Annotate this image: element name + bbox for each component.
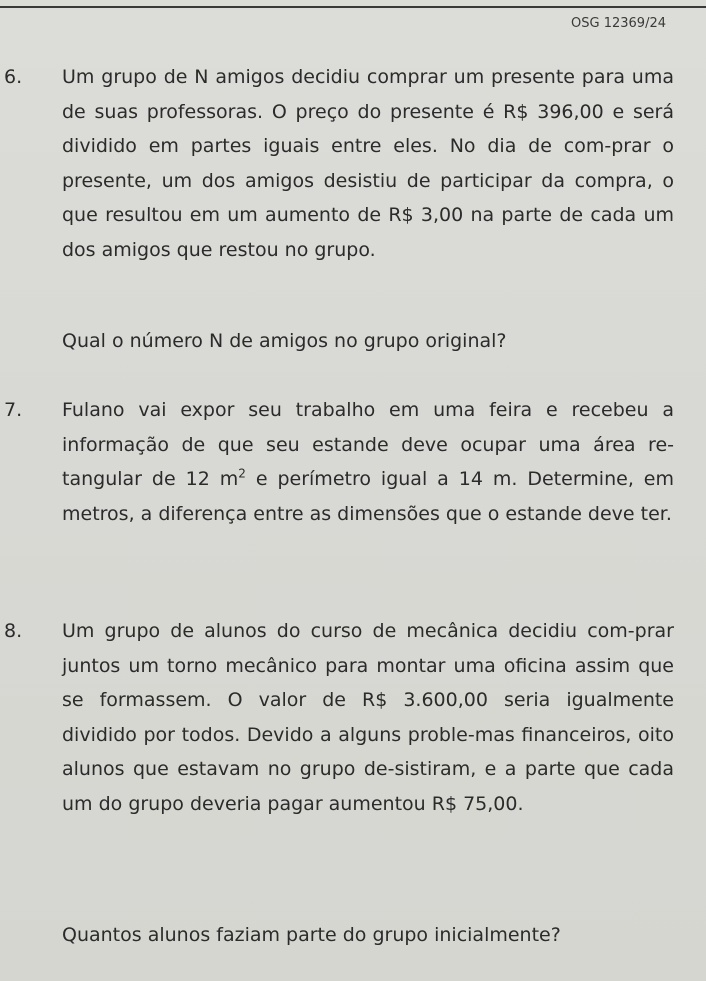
area-exponent: 2 <box>238 466 246 481</box>
question-text-after: e perímetro igual a 14 m. Determine, em metros, a diferença entre as dimensões que o estande deve ter. <box>62 468 674 525</box>
question-ask: Qual o número N de amigos no grupo original? <box>62 330 507 352</box>
question-number: 8. <box>4 620 23 642</box>
question-text: Um grupo de N amigos decidiu comprar um presente para uma de suas professoras. O preço do presente é R$ 396,00 e será dividido em partes iguais entre eles. No dia de com-prar o presente, um dos amigos desistiu de participar da compra, o que resultou em um aumento de R$ 3,00 na parte de cada um dos amigos que restou no grupo. <box>62 66 674 261</box>
question-text: Um grupo de alunos do curso de mecânica decidiu com-prar juntos um torno mecânico para montar uma oficina assim que se formassem. O valor de R$ 3.600,00 seria igualmente dividido por todos. Devido a alguns proble-mas financeiros, oito alunos que estavam no grupo de-sistiram, e a parte que cada um do grupo deveria pagar aumentou R$ 75,00. <box>62 620 674 815</box>
header-code: OSG 12369/24 <box>571 16 666 31</box>
question-number: 7. <box>4 399 23 421</box>
question-ask: Quantos alunos faziam parte do grupo inicialmente? <box>62 924 561 946</box>
top-rule <box>0 6 706 8</box>
question-text <box>62 393 674 531</box>
question-text-before: Fulano vai expor seu trabalho em uma feira e recebeu a informação de que seu estande deve ocupar uma área re-tangular de 12 m <box>62 399 674 491</box>
question-number: 6. <box>4 66 23 88</box>
